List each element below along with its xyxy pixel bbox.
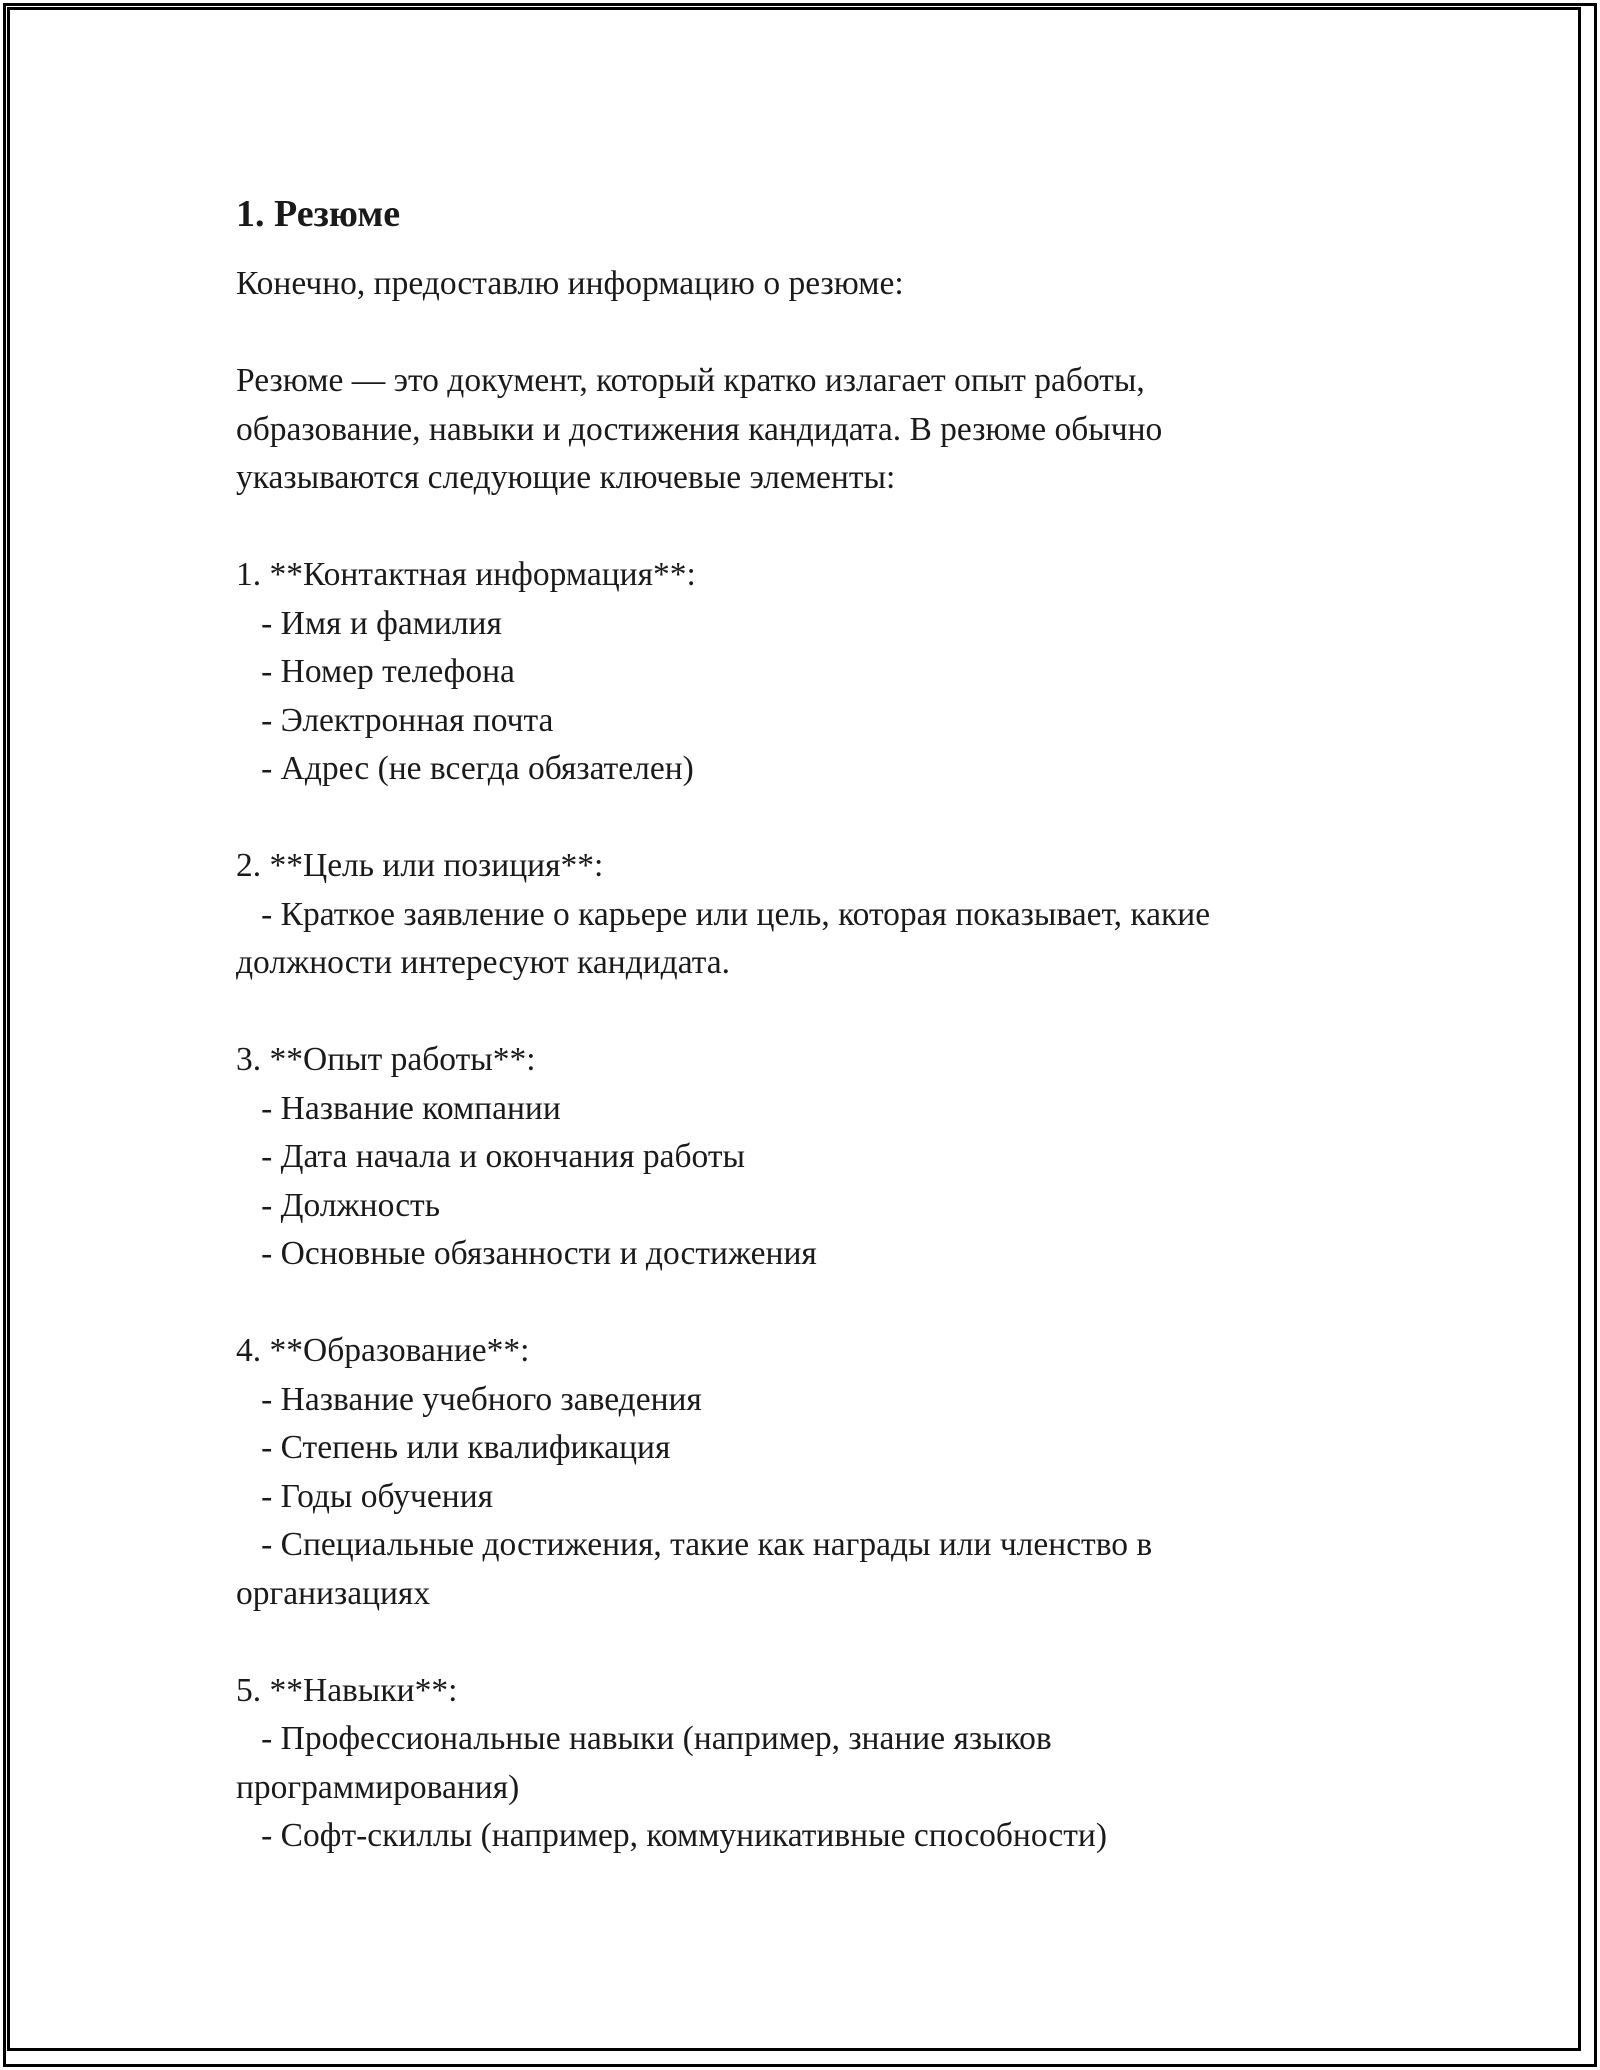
text-line: 1. **Контактная информация**:	[236, 556, 696, 593]
text-line: 4. **Образование**:	[236, 1332, 530, 1369]
text-line: - Дата начала и окончания работы	[236, 1138, 746, 1175]
blank-line	[236, 503, 1396, 552]
text-line: - Краткое заявление о карьере или цель, которая показывает, какие	[236, 895, 1211, 933]
blank-line	[236, 794, 1396, 843]
document-text	[236, 260, 1396, 1861]
blank-line	[236, 988, 1396, 1037]
text-line: 2. **Цель или позиция**:	[236, 847, 604, 884]
text-line: должности интересуют кандидата.	[236, 944, 731, 981]
text-line: организациях	[236, 1574, 431, 1612]
text-line: образование, навыки и достижения кандидата. В резюме обычно	[236, 410, 1163, 448]
text-line: программирования)	[236, 1768, 520, 1806]
text-line: - Адрес (не всегда обязателен)	[236, 750, 694, 787]
text-line: - Специальные достижения, такие как награды или членство в	[236, 1526, 1153, 1563]
text-line: указываются следующие ключевые элементы:	[236, 459, 896, 496]
text-line: - Основные обязанности и достижения	[236, 1235, 817, 1272]
text-line: - Софт-скиллы (например, коммуникативные способности)	[236, 1817, 1107, 1854]
text-line: - Степень или квалификация	[236, 1429, 671, 1466]
text-line: Резюме — это документ, который кратко излагает опыт работы,	[236, 362, 1145, 399]
document-title: 1. Резюме	[236, 193, 401, 235]
text-line: Конечно, предоставлю информацию о резюме:	[236, 265, 904, 302]
blank-line	[236, 1279, 1396, 1328]
blank-line	[236, 1618, 1396, 1667]
text-line: - Имя и фамилия	[236, 604, 502, 642]
text-line: - Годы обучения	[236, 1477, 494, 1515]
text-line: 5. **Навыки**:	[236, 1671, 458, 1709]
text-line: - Номер телефона	[236, 653, 515, 690]
text-line: - Название учебного заведения	[236, 1380, 702, 1418]
blank-line	[236, 309, 1396, 358]
text-line: - Название компании	[236, 1089, 561, 1127]
text-line: - Должность	[236, 1186, 440, 1224]
document-body	[236, 188, 1396, 1861]
text-line: - Профессиональные навыки (например, знание языков	[236, 1720, 1052, 1757]
text-line: - Электронная почта	[236, 701, 554, 739]
text-line: 3. **Опыт работы**:	[236, 1041, 536, 1078]
